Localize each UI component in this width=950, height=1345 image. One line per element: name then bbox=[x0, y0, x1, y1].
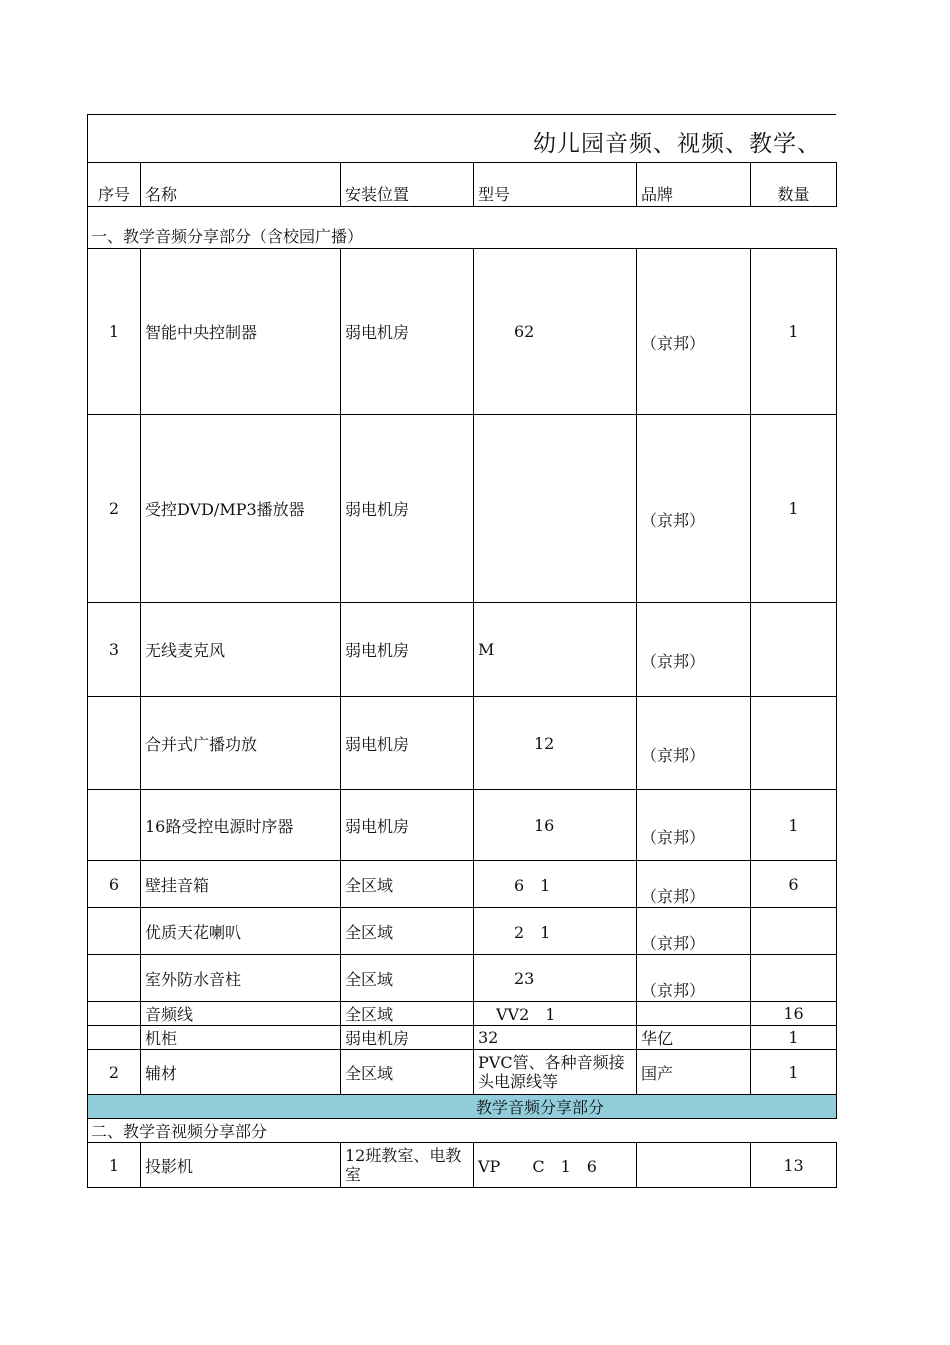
cell-name: 智能中央控制器 bbox=[141, 249, 341, 415]
cell-brand: （京邦） bbox=[637, 697, 751, 790]
section-row bbox=[88, 1119, 837, 1143]
cell-name: 室外防水音柱 bbox=[141, 955, 341, 1002]
cell-brand: （京邦） bbox=[637, 908, 751, 955]
header-location: 安装位置 bbox=[341, 163, 474, 207]
cell-brand: （京邦） bbox=[637, 415, 751, 603]
header-model: 型号 bbox=[474, 163, 637, 207]
cell-brand: （京邦） bbox=[637, 955, 751, 1002]
subtotal-band bbox=[88, 1095, 837, 1119]
cell-brand: 华亿 bbox=[637, 1026, 751, 1050]
cell-qty bbox=[751, 955, 837, 1002]
header-brand: 品牌 bbox=[637, 163, 751, 207]
cell-name: 投影机 bbox=[141, 1143, 341, 1188]
table-row bbox=[88, 1002, 837, 1026]
cell-model: 16 bbox=[474, 790, 637, 861]
cell-model: 2 1 bbox=[474, 908, 637, 955]
cell-seq: 2 bbox=[88, 415, 141, 603]
cell-location: 弱电机房 bbox=[341, 415, 474, 603]
cell-name: 音频线 bbox=[141, 1002, 341, 1026]
band-label: 教学音频分享部分 bbox=[88, 1095, 837, 1119]
cell-brand: （京邦） bbox=[637, 249, 751, 415]
cell-seq: 1 bbox=[88, 249, 141, 415]
table-row bbox=[88, 415, 837, 603]
cell-qty: 1 bbox=[751, 249, 837, 415]
table-row bbox=[88, 955, 837, 1002]
cell-qty: 6 bbox=[751, 861, 837, 908]
cell-model: 12 bbox=[474, 697, 637, 790]
cell-model: M bbox=[474, 603, 637, 697]
table-row bbox=[88, 908, 837, 955]
table-row bbox=[88, 790, 837, 861]
cell-model: VV2 1 bbox=[474, 1002, 637, 1026]
header-qty: 数量 bbox=[751, 163, 837, 207]
cell-location: 弱电机房 bbox=[341, 697, 474, 790]
cell-qty: 1 bbox=[751, 1026, 837, 1050]
cell-model bbox=[474, 415, 637, 603]
title-row bbox=[87, 114, 836, 162]
page-title: 幼儿园音频、视频、教学、 bbox=[533, 131, 821, 157]
cell-location: 全区域 bbox=[341, 861, 474, 908]
table-row bbox=[88, 1143, 837, 1188]
cell-model: PVC管、各种音频接头电源线等 bbox=[474, 1050, 637, 1095]
cell-location: 弱电机房 bbox=[341, 603, 474, 697]
equipment-table bbox=[87, 162, 837, 1188]
cell-name: 优质天花喇叭 bbox=[141, 908, 341, 955]
header-row bbox=[88, 163, 837, 207]
cell-qty: 1 bbox=[751, 415, 837, 603]
cell-qty: 1 bbox=[751, 790, 837, 861]
cell-seq bbox=[88, 1026, 141, 1050]
cell-seq: 6 bbox=[88, 861, 141, 908]
cell-brand: 国产 bbox=[637, 1050, 751, 1095]
cell-name: 无线麦克风 bbox=[141, 603, 341, 697]
header-name: 名称 bbox=[141, 163, 341, 207]
cell-qty: 16 bbox=[751, 1002, 837, 1026]
cell-brand bbox=[637, 1002, 751, 1026]
section-title: 一、教学音频分享部分（含校园广播） bbox=[88, 207, 837, 249]
header-seq: 序号 bbox=[88, 163, 141, 207]
cell-location: 弱电机房 bbox=[341, 790, 474, 861]
cell-qty bbox=[751, 603, 837, 697]
table-row bbox=[88, 603, 837, 697]
cell-qty bbox=[751, 908, 837, 955]
cell-seq: 1 bbox=[88, 1143, 141, 1188]
table-row bbox=[88, 861, 837, 908]
cell-seq bbox=[88, 697, 141, 790]
cell-location: 弱电机房 bbox=[341, 1026, 474, 1050]
cell-location: 全区域 bbox=[341, 908, 474, 955]
cell-name: 受控DVD/MP3播放器 bbox=[141, 415, 341, 603]
cell-location: 全区域 bbox=[341, 1050, 474, 1095]
cell-name: 壁挂音箱 bbox=[141, 861, 341, 908]
cell-brand: （京邦） bbox=[637, 861, 751, 908]
cell-seq bbox=[88, 908, 141, 955]
cell-name: 16路受控电源时序器 bbox=[141, 790, 341, 861]
cell-name: 合并式广播功放 bbox=[141, 697, 341, 790]
cell-brand: （京邦） bbox=[637, 603, 751, 697]
cell-model: VP C 1 6 bbox=[474, 1143, 637, 1188]
cell-location: 全区域 bbox=[341, 955, 474, 1002]
cell-qty bbox=[751, 697, 837, 790]
cell-qty: 13 bbox=[751, 1143, 837, 1188]
cell-location: 弱电机房 bbox=[341, 249, 474, 415]
table-row bbox=[88, 1026, 837, 1050]
cell-seq: 3 bbox=[88, 603, 141, 697]
cell-model: 62 bbox=[474, 249, 637, 415]
cell-brand bbox=[637, 1143, 751, 1188]
cell-name: 机柜 bbox=[141, 1026, 341, 1050]
cell-location: 12班教室、电教室 bbox=[341, 1143, 474, 1188]
cell-model: 23 bbox=[474, 955, 637, 1002]
cell-location: 全区域 bbox=[341, 1002, 474, 1026]
cell-model: 6 1 bbox=[474, 861, 637, 908]
cell-qty: 1 bbox=[751, 1050, 837, 1095]
table-row bbox=[88, 1050, 837, 1095]
cell-model: 32 bbox=[474, 1026, 637, 1050]
cell-seq: 2 bbox=[88, 1050, 141, 1095]
section-row bbox=[88, 207, 837, 249]
spreadsheet bbox=[87, 114, 836, 1188]
section-title: 二、教学音视频分享部分 bbox=[88, 1119, 837, 1143]
cell-name: 辅材 bbox=[141, 1050, 341, 1095]
cell-seq bbox=[88, 790, 141, 861]
table-row bbox=[88, 697, 837, 790]
cell-seq bbox=[88, 1002, 141, 1026]
cell-brand: （京邦） bbox=[637, 790, 751, 861]
cell-seq bbox=[88, 955, 141, 1002]
table-row bbox=[88, 249, 837, 415]
